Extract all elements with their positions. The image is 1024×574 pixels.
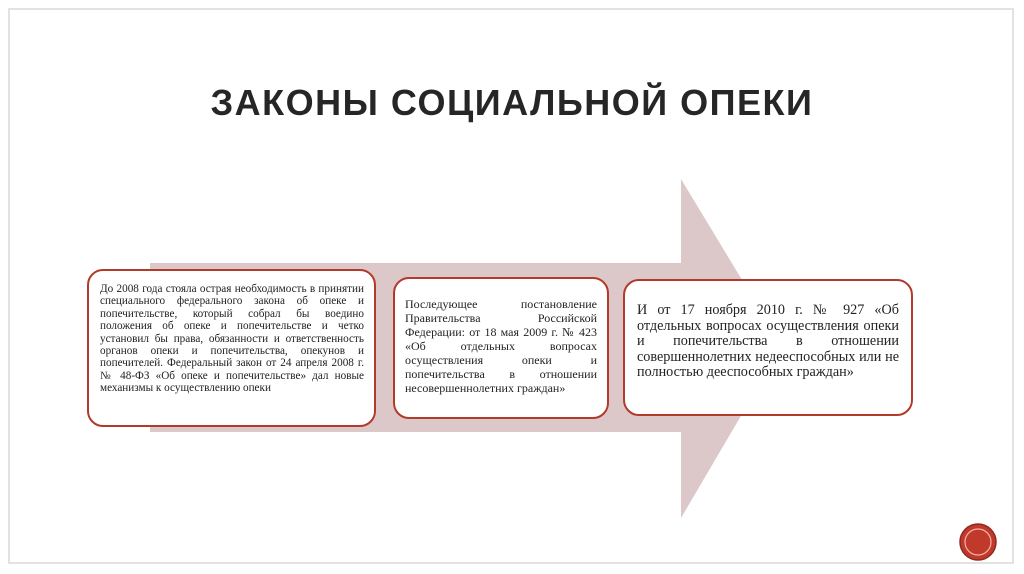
law-2008-text: До 2008 года стояла острая необходимость в принятии специального федерального закона об опеке и попечительстве, который собрал бы воедино положения об опеке и попечительстве и четко установил бы права, обязанности и ответственность органов опеки и попечительства, опекунов и попечителей. Федеральный закон от 24 апреля 2008 г. № 48-ФЗ «Об опеке и попечительстве» дал новые механизмы к осуществлению опеки (100, 283, 364, 395)
decree-2010-text: И от 17 ноября 2010 г. № 927 «Об отдельных вопросах осуществления опеки и попечительства в отношении совершеннолетних недееспособных или не полностью дееспособных граждан» (637, 302, 899, 381)
decree-2009-box (393, 277, 609, 419)
decree-2010-box (623, 279, 913, 416)
slide-title: ЗАКОНЫ СОЦИАЛЬНОЙ ОПЕКИ (210, 82, 814, 123)
navigation-button[interactable] (958, 522, 998, 562)
law-2008-box (87, 269, 376, 427)
decree-2009-text: Последующее постановление Правительства Российской Федерации: от 18 мая 2009 г. № 423 «Об отдельных вопросах осуществления опеки и попечительства в отношении несовершеннолетних граждан» (405, 297, 597, 395)
